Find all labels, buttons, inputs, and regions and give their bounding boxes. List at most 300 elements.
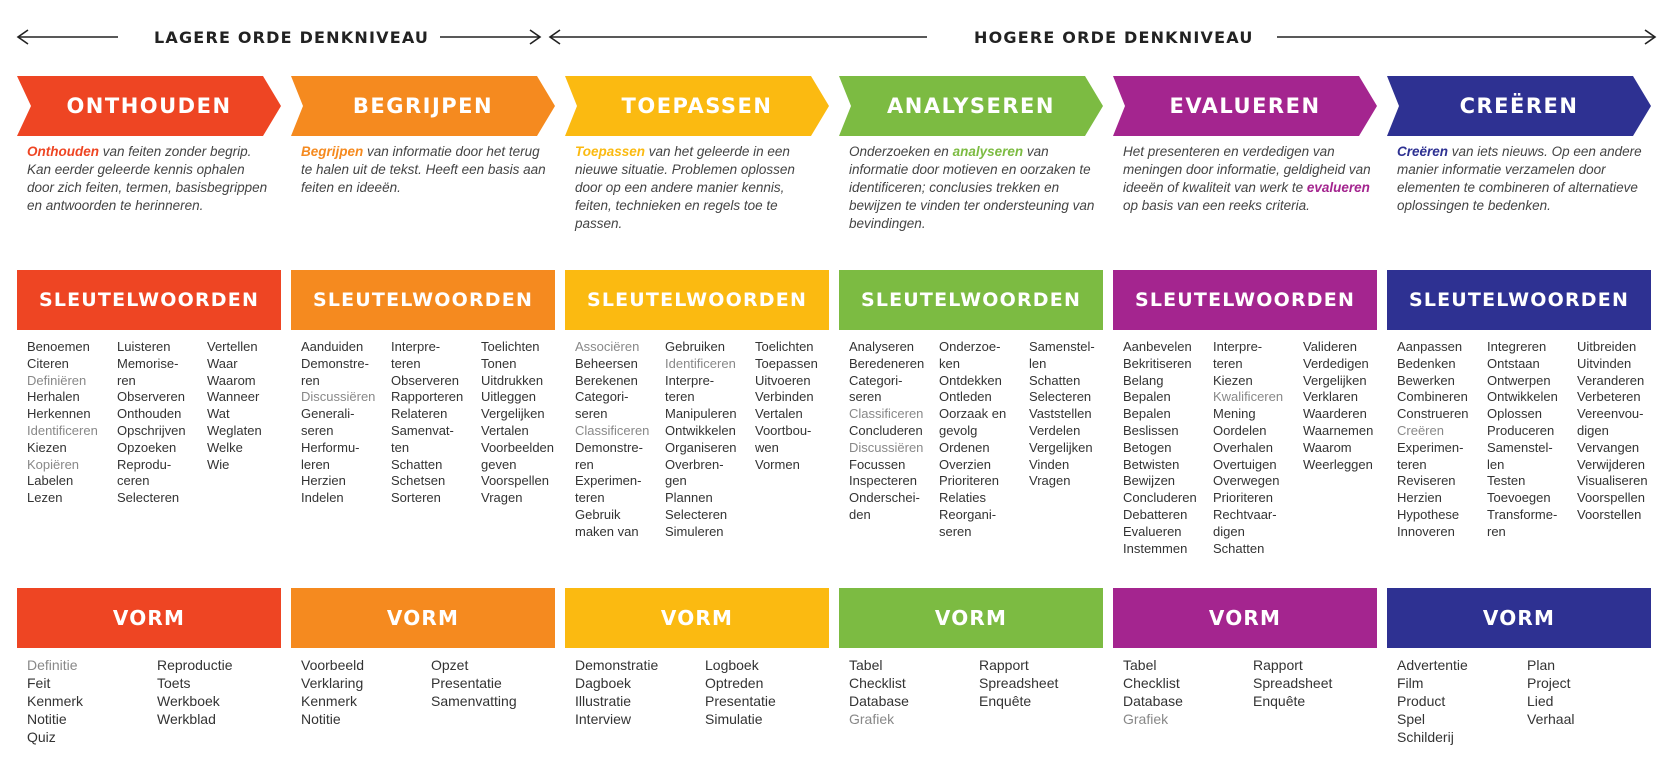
- keyword-item: Vervangen: [1577, 439, 1640, 455]
- keyword-item: Selecteren: [665, 506, 728, 522]
- keyword-item: Gebruik: [575, 506, 621, 522]
- description-keyword: analyseren: [952, 144, 1024, 159]
- keyword-item: Onthouden: [117, 406, 182, 422]
- vorm-item: Grafiek: [1123, 711, 1169, 727]
- vorm-item: Product: [1397, 693, 1446, 709]
- vorm-item: Opzet: [431, 657, 469, 673]
- keyword-item: Beslissen: [1123, 422, 1179, 438]
- keyword-item: Onderschei-: [849, 490, 920, 506]
- description-text-before: Onderzoeken en: [849, 144, 953, 159]
- vorm-item: Presentatie: [705, 693, 776, 709]
- keyword-item: ren: [117, 372, 136, 388]
- keyword-item: Vragen: [1029, 473, 1071, 489]
- keyword-item: gevolg: [939, 422, 978, 438]
- keyword-item: Wanneer: [207, 389, 260, 405]
- keyword-item: Memorise-: [117, 355, 179, 371]
- description-text-after: van het geleerde in een nieuwe situatie. Problemen oplossen door op een andere manier kennis, feiten, technieken en regels toe te passen.: [575, 144, 795, 231]
- keyword-item: ceren: [117, 473, 150, 489]
- level-title: TOEPASSEN: [621, 94, 773, 118]
- keyword-item: Concluderen: [849, 422, 923, 438]
- keyword-item: Overbren-: [665, 456, 724, 472]
- keyword-item: Waar: [207, 355, 238, 371]
- keyword-item: Samenstel-: [1029, 339, 1095, 354]
- keyword-item: Testen: [1487, 473, 1526, 489]
- description-keyword: Creëren: [1397, 144, 1449, 159]
- vorm-column: [27, 656, 157, 746]
- vorm-item: Grafiek: [849, 711, 895, 727]
- keyword-item: Manipuleren: [665, 406, 737, 422]
- keyword-item: Vereenvou-: [1577, 406, 1644, 422]
- keyword-item: Waarderen: [1303, 406, 1367, 422]
- keyword-item: ten: [391, 439, 410, 455]
- keyword-item: Discussiëren: [849, 439, 924, 455]
- keyword-item: Beheersen: [575, 355, 638, 371]
- keywords-column: [849, 339, 939, 524]
- keyword-item: Analyseren: [849, 339, 915, 354]
- level-chevron-toepassen: [565, 76, 829, 136]
- vorm-column: [1397, 656, 1527, 746]
- vorm-item: Spreadsheet: [1253, 675, 1333, 691]
- keyword-item: Relateren: [391, 406, 448, 422]
- keyword-item: Tonen: [481, 355, 517, 371]
- keyword-item: Indelen: [301, 490, 344, 506]
- vorm-item: Project: [1527, 675, 1571, 691]
- keyword-item: Schatten: [391, 456, 443, 472]
- vorm-column: [705, 656, 835, 728]
- keyword-item: Oplossen: [1487, 406, 1542, 422]
- vorm-item: Dagboek: [575, 675, 632, 691]
- vorm-column: [157, 656, 287, 728]
- keyword-item: Identificeren: [27, 422, 98, 438]
- keyword-item: Schatten: [1029, 372, 1081, 388]
- level-description: [1397, 143, 1645, 215]
- keyword-item: Reprodu-: [117, 456, 172, 472]
- keyword-item: Betwisten: [1123, 456, 1180, 472]
- keyword-item: Produceren: [1487, 422, 1555, 438]
- keyword-item: Rechtvaar-: [1213, 506, 1277, 522]
- keyword-item: Ontstaan: [1487, 355, 1540, 371]
- keyword-item: Vergelijken: [1029, 439, 1093, 455]
- vorm-item: Film: [1397, 675, 1424, 691]
- level-chevron-evalueren: [1113, 76, 1377, 136]
- keywords-header: SLEUTELWOORDEN: [839, 270, 1103, 330]
- level-title: EVALUEREN: [1169, 94, 1321, 118]
- keyword-item: Luisteren: [117, 339, 171, 354]
- keyword-item: Toelichten: [755, 339, 814, 354]
- keyword-item: Mening: [1213, 406, 1256, 422]
- vorm-item: Rapport: [979, 657, 1029, 673]
- keyword-item: Bepalen: [1123, 389, 1171, 405]
- keyword-item: gen: [665, 473, 687, 489]
- description-text-after: van informatie door het terug te halen uit de tekst. Heeft een basis aan feiten en ideeën.: [301, 144, 546, 195]
- keyword-item: Beredeneren: [849, 355, 925, 371]
- keyword-item: Bekritiseren: [1123, 355, 1192, 371]
- keyword-item: Prioriteren: [1213, 490, 1273, 506]
- keyword-item: Innoveren: [1397, 523, 1455, 539]
- keywords-column: [1303, 339, 1393, 473]
- keyword-item: Categori-: [575, 389, 629, 405]
- keyword-item: Focussen: [849, 456, 906, 472]
- keyword-item: Hypothese: [1397, 506, 1460, 522]
- vorm-item: Werkboek: [157, 693, 220, 709]
- keyword-item: digen: [1213, 523, 1245, 539]
- keyword-item: Verwijderen: [1577, 456, 1645, 472]
- keyword-item: Uitleggen: [481, 389, 536, 405]
- vorm-item: Voorbeeld: [301, 657, 365, 673]
- keyword-item: teren: [391, 355, 421, 371]
- keyword-item: Bewijzen: [1123, 473, 1176, 489]
- vorm-item: Checklist: [849, 675, 906, 691]
- keyword-item: Discussiëren: [301, 389, 376, 405]
- column-toepassen: [565, 0, 829, 768]
- description-keyword: evalueren: [1306, 180, 1370, 195]
- vorm-item: Illustratie: [575, 693, 632, 709]
- keyword-item: Wat: [207, 406, 230, 422]
- keyword-item: Overzien: [939, 456, 992, 472]
- vorm-column: [301, 656, 431, 728]
- keywords-column: [207, 339, 297, 473]
- keyword-item: Waarnemen: [1303, 422, 1374, 438]
- column-creeren: [1387, 0, 1651, 768]
- keyword-item: Overtuigen: [1213, 456, 1277, 472]
- vorm-column: [1527, 656, 1657, 728]
- keyword-item: Relaties: [939, 490, 986, 506]
- keyword-item: Uitvinden: [1577, 355, 1632, 371]
- description-keyword: Toepassen: [575, 144, 646, 159]
- vorm-header: VORM: [1113, 588, 1377, 648]
- keyword-item: Opzoeken: [117, 439, 177, 455]
- level-description: [849, 143, 1097, 233]
- keyword-item: Toepassen: [755, 355, 818, 371]
- keyword-item: ren: [1487, 523, 1506, 539]
- keyword-item: Vergelijken: [481, 406, 545, 422]
- keyword-item: Definiëren: [27, 372, 87, 388]
- keyword-item: Selecteren: [1029, 389, 1092, 405]
- keyword-item: Ordenen: [939, 439, 990, 455]
- description-text-after: van iets nieuws. Op een andere manier informatie verzamelen door elementen te combineren of alternatieve oplossingen te bedenken.: [1397, 144, 1642, 213]
- keyword-item: Uitbreiden: [1577, 339, 1637, 354]
- keyword-item: Ontwerpen: [1487, 372, 1551, 388]
- keyword-item: Prioriteren: [939, 473, 999, 489]
- vorm-item: Schilderij: [1397, 729, 1454, 745]
- keyword-item: teren: [575, 490, 605, 506]
- level-description: [27, 143, 275, 215]
- keyword-item: Schetsen: [391, 473, 446, 489]
- keywords-header: SLEUTELWOORDEN: [17, 270, 281, 330]
- vorm-item: Presentatie: [431, 675, 502, 691]
- keyword-item: geven: [481, 456, 517, 472]
- keyword-item: Veranderen: [1577, 372, 1645, 388]
- keyword-item: Reviseren: [1397, 473, 1456, 489]
- keyword-item: seren: [301, 422, 334, 438]
- keyword-item: Overhalen: [1213, 439, 1273, 455]
- keyword-item: Plannen: [665, 490, 713, 506]
- keywords-column: [1397, 339, 1487, 541]
- keyword-item: Kopiëren: [27, 456, 80, 472]
- keyword-item: Sorteren: [391, 490, 441, 506]
- keyword-item: len: [1029, 355, 1047, 371]
- vorm-header: VORM: [291, 588, 555, 648]
- keywords-column: [481, 339, 571, 507]
- keyword-item: den: [849, 506, 871, 522]
- keyword-item: Simuleren: [665, 523, 724, 539]
- keyword-item: Berekenen: [575, 372, 638, 388]
- vorm-item: Tabel: [849, 657, 883, 673]
- keyword-item: Creëren: [1397, 422, 1444, 438]
- vorm-item: Notitie: [301, 711, 341, 727]
- keyword-item: Schatten: [1213, 540, 1265, 556]
- keyword-item: Uitdrukken: [481, 372, 544, 388]
- keyword-item: Vormen: [755, 456, 800, 472]
- vorm-item: Spel: [1397, 711, 1426, 727]
- column-begrijpen: [291, 0, 555, 768]
- keywords-column: [1123, 339, 1213, 557]
- keyword-item: Aanbevelen: [1123, 339, 1192, 354]
- vorm-column: [431, 656, 561, 710]
- keyword-item: Lezen: [27, 490, 63, 506]
- keywords-column: [27, 339, 117, 507]
- level-title: BEGRIJPEN: [352, 94, 494, 118]
- level-title: CREËREN: [1459, 94, 1579, 118]
- keyword-item: Associëren: [575, 339, 640, 354]
- description-text-after: op basis van een reeks criteria.: [1123, 198, 1310, 213]
- vorm-item: Definitie: [27, 657, 78, 673]
- vorm-item: Samenvatting: [431, 693, 517, 709]
- keyword-item: Transforme-: [1487, 506, 1558, 522]
- keyword-item: Organiseren: [665, 439, 737, 455]
- keyword-item: Ontwikkelen: [665, 422, 736, 438]
- keywords-column: [939, 339, 1029, 541]
- vorm-item: Database: [1123, 693, 1183, 709]
- keyword-item: wen: [755, 439, 779, 455]
- keyword-item: teren: [1397, 456, 1427, 472]
- vorm-item: Rapport: [1253, 657, 1303, 673]
- keyword-item: Bewerken: [1397, 372, 1455, 388]
- keyword-item: Aanduiden: [301, 339, 364, 354]
- keywords-header: SLEUTELWOORDEN: [565, 270, 829, 330]
- level-chevron-analyseren: [839, 76, 1103, 136]
- keyword-item: Samenstel-: [1487, 439, 1553, 455]
- vorm-column: [1123, 656, 1253, 728]
- keyword-item: Toelichten: [481, 339, 540, 354]
- keyword-item: Bedenken: [1397, 355, 1456, 371]
- column-onthouden: [17, 0, 281, 768]
- vorm-item: Kenmerk: [27, 693, 84, 709]
- keywords-column: [575, 339, 665, 541]
- keyword-item: Citeren: [27, 355, 69, 371]
- vorm-item: Reproductie: [157, 657, 233, 673]
- keyword-item: Generali-: [301, 406, 355, 422]
- level-description: [301, 143, 549, 197]
- keyword-item: Debatteren: [1123, 506, 1188, 522]
- keyword-item: Interpre-: [665, 372, 715, 388]
- keyword-item: Valideren: [1303, 339, 1357, 354]
- vorm-item: Interview: [575, 711, 632, 727]
- vorm-item: Verklaring: [301, 675, 364, 691]
- description-text-after: van informatie door motieven en oorzaken te identificeren; conclusies trekken en bewijzen te vinden ter ondersteuning van bevindingen.: [849, 144, 1095, 231]
- keyword-item: Identificeren: [665, 355, 736, 371]
- keyword-item: Vergelijken: [1303, 372, 1367, 388]
- keyword-item: Demonstre-: [301, 355, 369, 371]
- vorm-item: Logboek: [705, 657, 759, 673]
- keyword-item: Classificeren: [575, 422, 650, 438]
- vorm-item: Kenmerk: [301, 693, 358, 709]
- description-keyword: Onthouden: [27, 144, 99, 159]
- keyword-item: seren: [849, 389, 882, 405]
- vorm-item: Quiz: [27, 729, 56, 745]
- vorm-item: Plan: [1527, 657, 1556, 673]
- vorm-item: Notitie: [27, 711, 67, 727]
- vorm-item: Demonstratie: [575, 657, 659, 673]
- keyword-item: Observeren: [117, 389, 185, 405]
- keyword-item: Inspecteren: [849, 473, 917, 489]
- keyword-item: Uitvoeren: [755, 372, 811, 388]
- keyword-item: Rapporteren: [391, 389, 464, 405]
- keywords-column: [391, 339, 481, 507]
- level-title: ANALYSEREN: [887, 94, 1055, 118]
- keyword-item: Herhalen: [27, 389, 80, 405]
- vorm-item: Werkblad: [157, 711, 216, 727]
- vorm-item: Toets: [157, 675, 191, 691]
- vorm-header: VORM: [565, 588, 829, 648]
- keyword-item: Verdelen: [1029, 422, 1081, 438]
- keywords-column: [1213, 339, 1303, 557]
- keyword-item: Voorstellen: [1577, 506, 1642, 522]
- keyword-item: Wie: [207, 456, 230, 472]
- vorm-column: [849, 656, 979, 728]
- keywords-column: [301, 339, 391, 507]
- keyword-item: Classificeren: [849, 406, 924, 422]
- keyword-item: teren: [665, 389, 695, 405]
- vorm-item: Feit: [27, 675, 51, 691]
- keyword-item: Observeren: [391, 372, 459, 388]
- keyword-item: Integreren: [1487, 339, 1547, 354]
- vorm-item: Tabel: [1123, 657, 1157, 673]
- keyword-item: Reorgani-: [939, 506, 997, 522]
- keyword-item: Toevoegen: [1487, 490, 1551, 506]
- keyword-item: Verbinden: [755, 389, 814, 405]
- vorm-column: [575, 656, 705, 728]
- level-chevron-creeren: [1387, 76, 1651, 136]
- keyword-item: Ontwikkelen: [1487, 389, 1558, 405]
- keyword-item: Demonstre-: [575, 439, 643, 455]
- vorm-column: [1253, 656, 1383, 710]
- keyword-item: Weerleggen: [1303, 456, 1373, 472]
- vorm-header: VORM: [17, 588, 281, 648]
- keyword-item: len: [1487, 456, 1505, 472]
- keyword-item: Voortbou-: [755, 422, 812, 438]
- keyword-item: Interpre-: [1213, 339, 1263, 354]
- keyword-item: Gebruiken: [665, 339, 725, 354]
- keyword-item: Evalueren: [1123, 523, 1182, 539]
- keyword-item: Weglaten: [207, 422, 262, 438]
- keyword-item: Samenvat-: [391, 422, 454, 438]
- vorm-item: Database: [849, 693, 909, 709]
- keyword-item: seren: [939, 523, 972, 539]
- keyword-item: Visualiseren: [1577, 473, 1648, 489]
- keyword-item: Oorzaak en: [939, 406, 1007, 422]
- vorm-item: Lied: [1527, 693, 1554, 709]
- keyword-item: Experimen-: [575, 473, 642, 489]
- keyword-item: digen: [1577, 422, 1609, 438]
- keyword-item: Voorspellen: [481, 473, 549, 489]
- keyword-item: Ontdekken: [939, 372, 1002, 388]
- keyword-item: Waarom: [207, 372, 256, 388]
- keyword-item: Combineren: [1397, 389, 1468, 405]
- vorm-item: Enquête: [1253, 693, 1306, 709]
- keyword-item: Herkennen: [27, 406, 91, 422]
- keywords-column: [1577, 339, 1667, 524]
- vorm-item: Advertentie: [1397, 657, 1468, 673]
- keyword-item: Construeren: [1397, 406, 1469, 422]
- keyword-item: Experimen-: [1397, 439, 1464, 455]
- level-chevron-onthouden: [17, 76, 281, 136]
- keywords-header: SLEUTELWOORDEN: [291, 270, 555, 330]
- keyword-item: Vaststellen: [1029, 406, 1092, 422]
- keywords-column: [117, 339, 207, 507]
- keyword-item: Labelen: [27, 473, 74, 489]
- keyword-item: Vertellen: [207, 339, 258, 354]
- level-title: ONTHOUDEN: [66, 94, 232, 118]
- vorm-item: Simulatie: [705, 711, 763, 727]
- keyword-item: Vertalen: [481, 422, 529, 438]
- column-analyseren: [839, 0, 1103, 768]
- vorm-column: [979, 656, 1109, 710]
- keyword-item: Vertalen: [755, 406, 803, 422]
- keyword-item: leren: [301, 456, 330, 472]
- keyword-item: Bepalen: [1123, 406, 1171, 422]
- keyword-item: Kwalificeren: [1213, 389, 1284, 405]
- vorm-item: Verhaal: [1527, 711, 1575, 727]
- keywords-column: [1487, 339, 1577, 541]
- keyword-item: Kiezen: [27, 439, 67, 455]
- keywords-column: [755, 339, 845, 473]
- description-text-after: van feiten zonder begrip. Kan eerder geleerde kennis ophalen door zich feiten, termen, basisbegrippen en antwoorden te herinneren.: [27, 144, 268, 213]
- keyword-item: ken: [939, 355, 960, 371]
- keyword-item: Belang: [1123, 372, 1164, 388]
- keyword-item: Vinden: [1029, 456, 1070, 472]
- keywords-header: SLEUTELWOORDEN: [1387, 270, 1651, 330]
- keyword-item: Interpre-: [391, 339, 441, 354]
- keyword-item: Categori-: [849, 372, 903, 388]
- column-evalueren: [1113, 0, 1377, 768]
- keyword-item: teren: [1213, 355, 1243, 371]
- level-description: [575, 143, 823, 233]
- higher-order-label: HOGERE ORDE DENKNIVEAU: [974, 28, 1254, 47]
- keyword-item: Verdedigen: [1303, 355, 1369, 371]
- keywords-header: SLEUTELWOORDEN: [1113, 270, 1377, 330]
- vorm-header: VORM: [1387, 588, 1651, 648]
- keyword-item: Benoemen: [27, 339, 90, 354]
- keyword-item: Kiezen: [1213, 372, 1253, 388]
- keyword-item: ren: [301, 372, 320, 388]
- keyword-item: Voorbeelden: [481, 439, 555, 455]
- keyword-item: ren: [575, 456, 594, 472]
- keyword-item: Instemmen: [1123, 540, 1188, 556]
- keyword-item: Overwegen: [1213, 473, 1280, 489]
- keyword-item: Ontleden: [939, 389, 992, 405]
- keyword-item: Voorspellen: [1577, 490, 1645, 506]
- keywords-column: [1029, 339, 1119, 490]
- keyword-item: Oordelen: [1213, 422, 1267, 438]
- keyword-item: Verklaren: [1303, 389, 1358, 405]
- keyword-item: maken van: [575, 523, 639, 539]
- vorm-item: Spreadsheet: [979, 675, 1059, 691]
- keyword-item: Onderzoe-: [939, 339, 1001, 354]
- vorm-item: Enquête: [979, 693, 1032, 709]
- vorm-header: VORM: [839, 588, 1103, 648]
- keyword-item: Selecteren: [117, 490, 180, 506]
